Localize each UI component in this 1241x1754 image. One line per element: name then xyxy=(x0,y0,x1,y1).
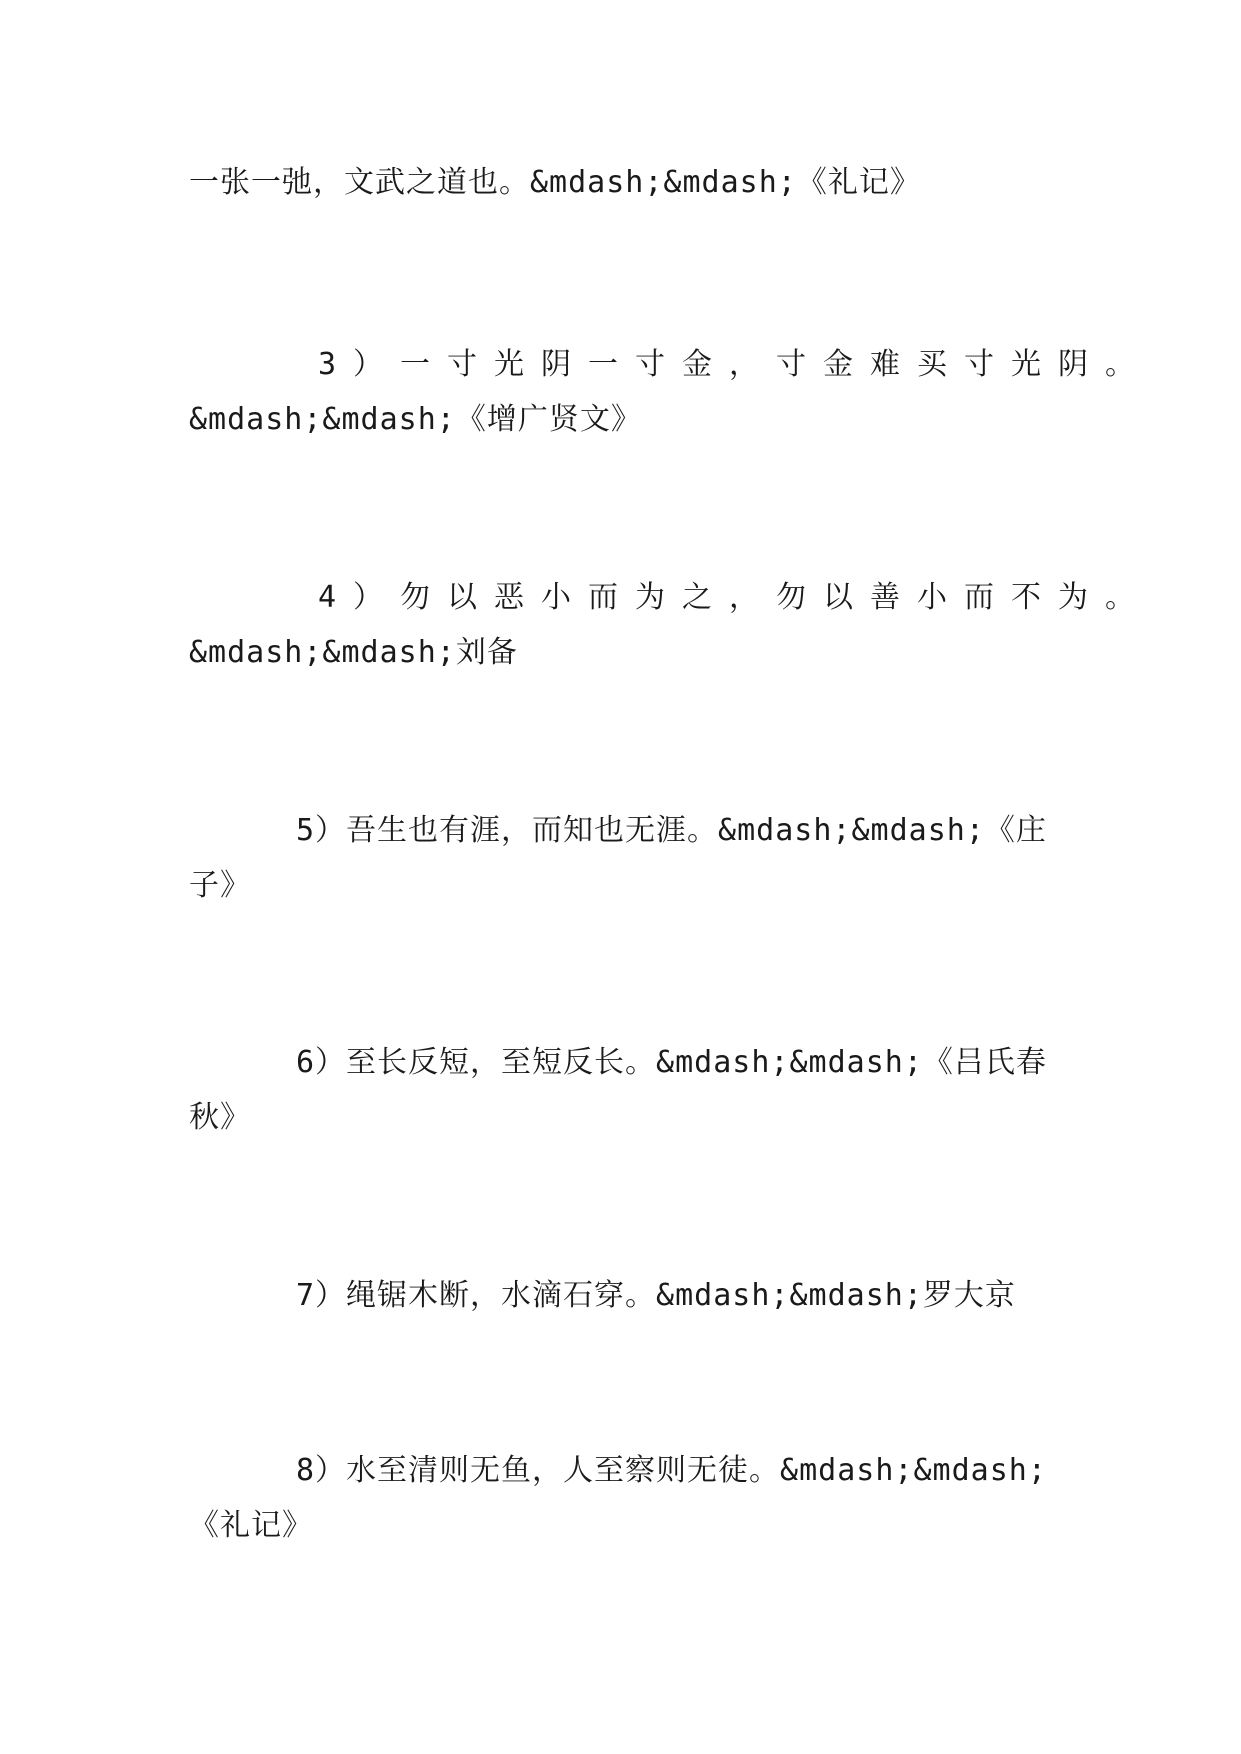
text-line: 秋》 xyxy=(189,1100,251,1135)
text-line: 7）绳锯木断，水滴石穿。&mdash;&mdash;罗大京 xyxy=(296,1278,1016,1313)
text-line: 5）吾生也有涯，而知也无涯。&mdash;&mdash;《庄 xyxy=(296,813,1047,848)
text-line: &mdash;&mdash;刘备 xyxy=(189,635,518,670)
text-line: 6）至长反短，至短反长。&mdash;&mdash;《吕氏春 xyxy=(296,1045,1047,1080)
text-line: 一张一弛，文武之道也。&mdash;&mdash;《礼记》 xyxy=(189,165,921,200)
text-line: 3）一寸光阴一寸金，寸金难买寸光阴。 xyxy=(318,347,1153,382)
text-line: 8）水至清则无鱼，人至察则无徒。&mdash;&mdash; xyxy=(296,1453,1047,1488)
text-line: 子》 xyxy=(189,868,251,903)
text-line: 4）勿以恶小而为之，勿以善小而不为。 xyxy=(318,580,1153,615)
text-line: &mdash;&mdash;《增广贤文》 xyxy=(189,402,642,437)
text-line: 《礼记》 xyxy=(189,1508,313,1543)
